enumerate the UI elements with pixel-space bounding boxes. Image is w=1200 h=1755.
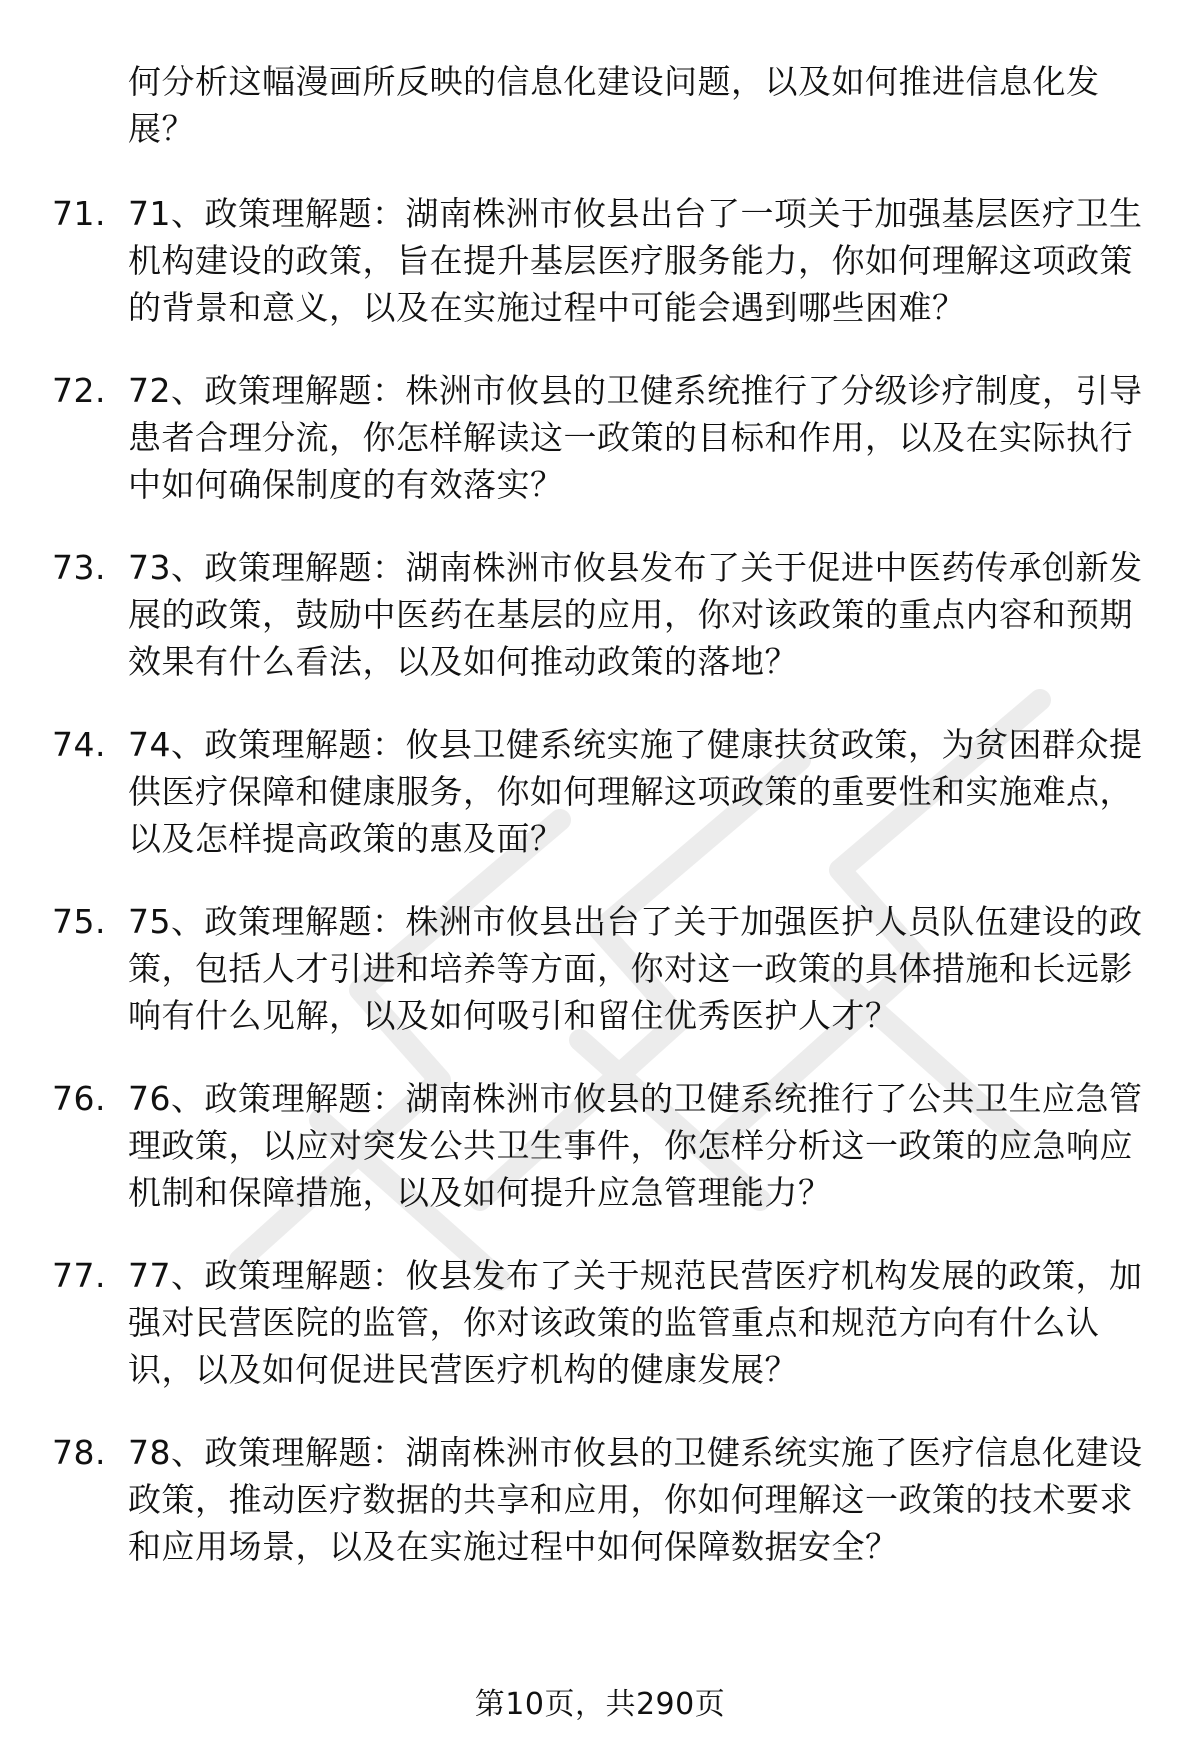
list-item [52, 898, 1152, 1039]
question-text: 76、政策理解题：湖南株洲市攸县的卫健系统推行了公共卫生应急管理政策，以应对突发公共卫生事件，你怎样分析这一政策的应急响应机制和保障措施，以及如何提升应急管理能力？ [128, 1079, 1143, 1212]
continuation-paragraph: 何分析这幅漫画所反映的信息化建设问题，以及如何推进信息化发展？ [128, 62, 1100, 148]
question-text: 72、政策理解题：株洲市攸县的卫健系统推行了分级诊疗制度，引导患者合理分流，你怎样解读这一政策的目标和作用，以及在实际执行中如何确保制度的有效落实？ [128, 371, 1143, 504]
list-item [52, 721, 1152, 862]
page-footer: 第10页，共290页 [474, 1687, 726, 1722]
list-item [52, 1075, 1152, 1216]
question-number: 75. [52, 902, 106, 941]
question-text: 77、政策理解题：攸县发布了关于规范民营医疗机构发展的政策，加强对民营医院的监管，你对该政策的监管重点和规范方向有什么认识，以及如何促进民营医疗机构的健康发展？ [128, 1256, 1143, 1389]
list-item [52, 544, 1152, 685]
question-number: 77. [52, 1256, 106, 1295]
question-number: 78. [52, 1433, 106, 1472]
question-text: 74、政策理解题：攸县卫健系统实施了健康扶贫政策，为贫困群众提供医疗保障和健康服务，你如何理解这项政策的重要性和实施难点，以及怎样提高政策的惠及面？ [128, 725, 1143, 858]
list-item [52, 367, 1152, 508]
question-text: 71、政策理解题：湖南株洲市攸县出台了一项关于加强基层医疗卫生机构建设的政策，旨在提升基层医疗服务能力，你如何理解这项政策的背景和意义，以及在实施过程中可能会遇到哪些困难？ [128, 194, 1143, 327]
question-number: 72. [52, 371, 106, 410]
question-text: 78、政策理解题：湖南株洲市攸县的卫健系统实施了医疗信息化建设政策，推动医疗数据的共享和应用，你如何理解这一政策的技术要求和应用场景，以及在实施过程中如何保障数据安全？ [128, 1433, 1143, 1566]
question-text: 75、政策理解题：株洲市攸县出台了关于加强医护人员队伍建设的政策，包括人才引进和培养等方面，你对这一政策的具体措施和长远影响有什么见解，以及如何吸引和留住优秀医护人才？ [128, 902, 1143, 1035]
question-number: 73. [52, 548, 106, 587]
question-list [52, 190, 1152, 1606]
list-item [52, 1429, 1152, 1570]
question-text: 73、政策理解题：湖南株洲市攸县发布了关于促进中医药传承创新发展的政策，鼓励中医药在基层的应用，你对该政策的重点内容和预期效果有什么看法，以及如何推动政策的落地？ [128, 548, 1143, 681]
question-number: 71. [52, 194, 106, 233]
question-number: 76. [52, 1079, 106, 1118]
list-item [52, 1252, 1152, 1393]
question-number: 74. [52, 725, 106, 764]
list-item [52, 190, 1152, 331]
